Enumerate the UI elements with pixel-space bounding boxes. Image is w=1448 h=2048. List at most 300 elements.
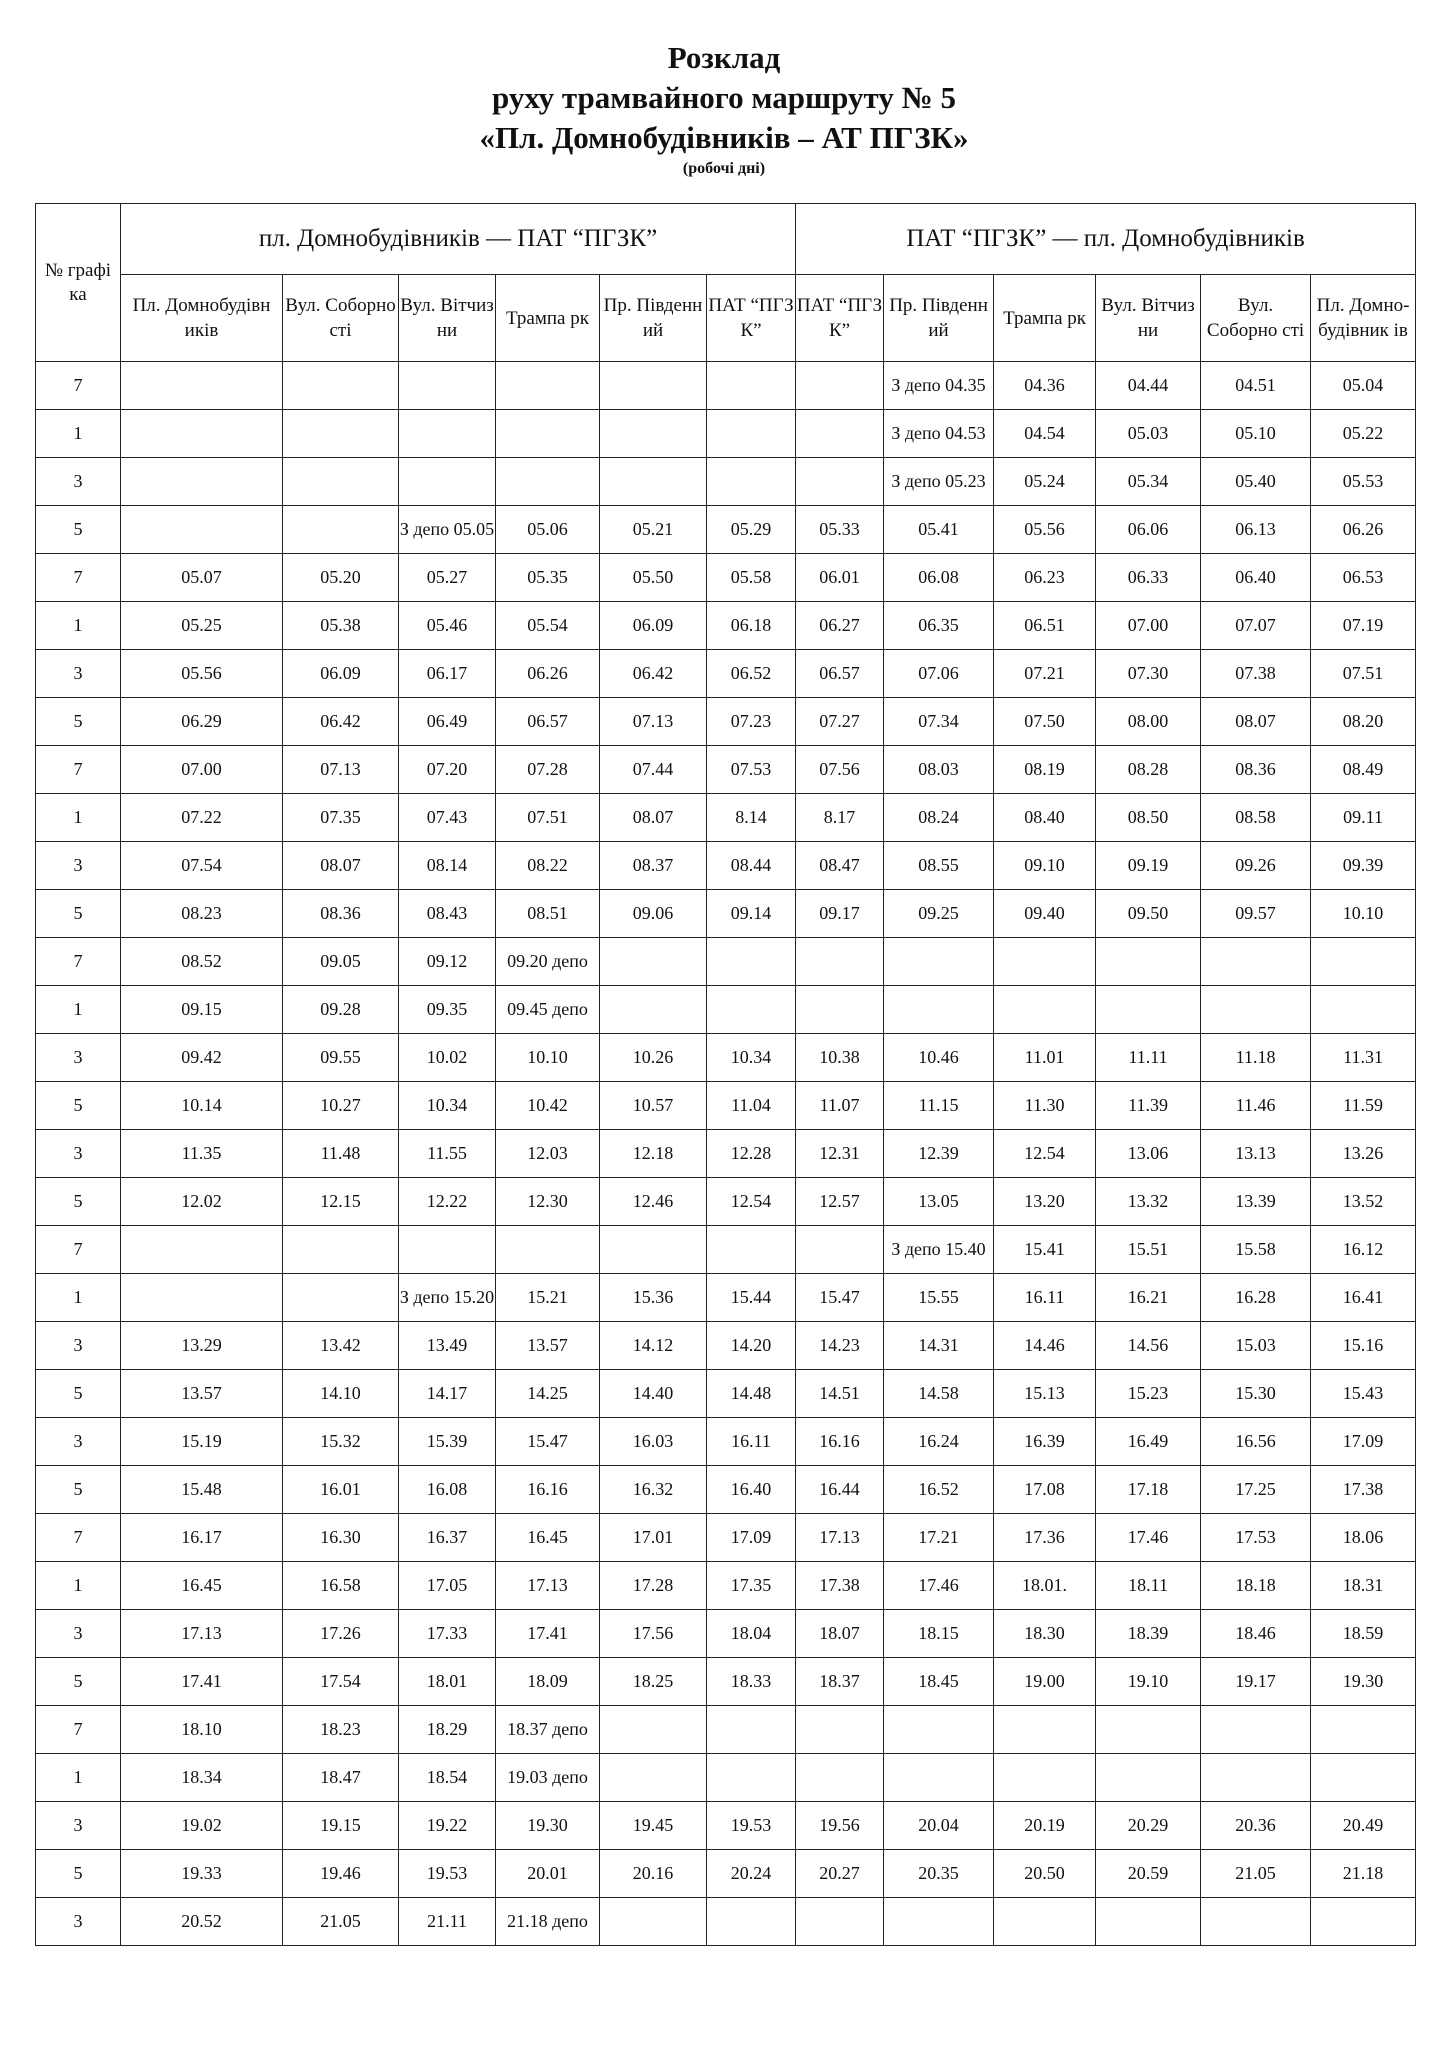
time-cell: 19.17 — [1201, 1658, 1311, 1706]
page-subtitle: руху трамвайного маршруту № 5 — [491, 80, 956, 115]
time-cell: 18.54 — [399, 1754, 496, 1802]
time-cell: 07.28 — [496, 746, 600, 794]
time-cell: 13.26 — [1311, 1130, 1416, 1178]
time-cell: 05.33 — [796, 506, 884, 554]
time-cell — [600, 458, 707, 506]
time-cell: 20.16 — [600, 1850, 707, 1898]
time-cell: 12.03 — [496, 1130, 600, 1178]
table-row — [36, 458, 1416, 506]
time-cell: 14.23 — [796, 1322, 884, 1370]
stop-header: Пр. Південн ий — [884, 275, 994, 362]
time-cell: 15.32 — [283, 1418, 399, 1466]
table-row — [36, 506, 1416, 554]
time-cell: 10.46 — [884, 1034, 994, 1082]
time-cell: 11.07 — [796, 1082, 884, 1130]
table-row — [36, 1706, 1416, 1754]
time-cell: 16.52 — [884, 1466, 994, 1514]
time-cell: 18.33 — [707, 1658, 796, 1706]
time-cell: 05.56 — [994, 506, 1096, 554]
time-cell: 06.06 — [1096, 506, 1201, 554]
table-row — [36, 1610, 1416, 1658]
time-cell: 06.13 — [1201, 506, 1311, 554]
time-cell: 10.57 — [600, 1082, 707, 1130]
time-cell: 06.57 — [796, 650, 884, 698]
time-cell: 09.12 — [399, 938, 496, 986]
schedule-number-cell: 7 — [36, 1706, 121, 1754]
table-row — [36, 1754, 1416, 1802]
time-cell: 16.30 — [283, 1514, 399, 1562]
time-cell: 09.42 — [121, 1034, 283, 1082]
time-cell: 20.49 — [1311, 1802, 1416, 1850]
table-row — [36, 794, 1416, 842]
table-row — [36, 362, 1416, 410]
time-cell: 17.13 — [496, 1562, 600, 1610]
time-cell: 12.02 — [121, 1178, 283, 1226]
time-cell: 17.13 — [796, 1514, 884, 1562]
time-cell — [796, 1706, 884, 1754]
time-cell: 07.44 — [600, 746, 707, 794]
schedule-number-cell: 3 — [36, 1898, 121, 1946]
time-cell: 07.00 — [1096, 602, 1201, 650]
table-row — [36, 1562, 1416, 1610]
time-cell: 11.55 — [399, 1130, 496, 1178]
time-cell: 05.53 — [1311, 458, 1416, 506]
time-cell: 18.47 — [283, 1754, 399, 1802]
time-cell: 18.10 — [121, 1706, 283, 1754]
schedule-number-cell: 7 — [36, 938, 121, 986]
time-cell: 14.58 — [884, 1370, 994, 1418]
time-cell: 14.12 — [600, 1322, 707, 1370]
time-cell: 08.40 — [994, 794, 1096, 842]
schedule-number-cell: 1 — [36, 794, 121, 842]
time-cell — [283, 1274, 399, 1322]
time-cell: 16.32 — [600, 1466, 707, 1514]
time-cell: З депо 05.05 — [399, 506, 496, 554]
time-cell: 16.03 — [600, 1418, 707, 1466]
time-cell — [796, 1754, 884, 1802]
time-cell: 19.10 — [1096, 1658, 1201, 1706]
time-cell: 13.06 — [1096, 1130, 1201, 1178]
time-cell: 07.30 — [1096, 650, 1201, 698]
time-cell: 06.42 — [283, 698, 399, 746]
time-cell: 09.15 — [121, 986, 283, 1034]
stop-header: ПАТ “ПГЗ К” — [796, 275, 884, 362]
time-cell: 05.06 — [496, 506, 600, 554]
time-cell: 06.49 — [399, 698, 496, 746]
time-cell: 05.07 — [121, 554, 283, 602]
direction-outbound-header: пл. Домнобудівників — ПАТ “ПГЗК” — [121, 204, 796, 275]
time-cell: 09.55 — [283, 1034, 399, 1082]
schedule-number-cell: 5 — [36, 1082, 121, 1130]
schedule-number-cell: 3 — [36, 1802, 121, 1850]
schedule-number-cell: 1 — [36, 1562, 121, 1610]
time-cell: 07.38 — [1201, 650, 1311, 698]
time-cell: 04.36 — [994, 362, 1096, 410]
time-cell: 16.24 — [884, 1418, 994, 1466]
time-cell: 15.16 — [1311, 1322, 1416, 1370]
time-cell: 08.36 — [283, 890, 399, 938]
time-cell: 14.51 — [796, 1370, 884, 1418]
time-cell: 18.23 — [283, 1706, 399, 1754]
time-cell — [796, 458, 884, 506]
time-cell: 17.21 — [884, 1514, 994, 1562]
time-cell: 12.22 — [399, 1178, 496, 1226]
time-cell: 15.19 — [121, 1418, 283, 1466]
time-cell: 18.37 — [796, 1658, 884, 1706]
time-cell: 10.14 — [121, 1082, 283, 1130]
time-cell: 09.35 — [399, 986, 496, 1034]
time-cell: 09.14 — [707, 890, 796, 938]
time-cell: 14.25 — [496, 1370, 600, 1418]
schedule-number-cell: 1 — [36, 1274, 121, 1322]
schedule-number-cell: 5 — [36, 1658, 121, 1706]
time-cell: 14.17 — [399, 1370, 496, 1418]
time-cell: 08.44 — [707, 842, 796, 890]
time-cell — [994, 1754, 1096, 1802]
time-cell — [884, 1898, 994, 1946]
stop-header: ПАТ “ПГЗ К” — [707, 275, 796, 362]
schedule-number-cell: 7 — [36, 362, 121, 410]
time-cell: 19.45 — [600, 1802, 707, 1850]
schedule-number-cell: 3 — [36, 650, 121, 698]
time-cell: 19.53 — [707, 1802, 796, 1850]
time-cell: 11.15 — [884, 1082, 994, 1130]
table-row — [36, 602, 1416, 650]
time-cell: 18.45 — [884, 1658, 994, 1706]
time-cell: 05.41 — [884, 506, 994, 554]
time-cell: 05.35 — [496, 554, 600, 602]
stop-header: Трампа рк — [496, 275, 600, 362]
time-cell: 15.30 — [1201, 1370, 1311, 1418]
time-cell: 17.41 — [496, 1610, 600, 1658]
time-cell: 20.29 — [1096, 1802, 1201, 1850]
time-cell: 18.11 — [1096, 1562, 1201, 1610]
time-cell: 06.01 — [796, 554, 884, 602]
time-cell: 15.41 — [994, 1226, 1096, 1274]
time-cell: 08.07 — [600, 794, 707, 842]
time-cell: 08.36 — [1201, 746, 1311, 794]
time-cell: 16.39 — [994, 1418, 1096, 1466]
table-row — [36, 1178, 1416, 1226]
stop-header: Вул. Вітчиз ни — [399, 275, 496, 362]
time-cell: 13.05 — [884, 1178, 994, 1226]
time-cell — [600, 410, 707, 458]
time-cell: 15.47 — [796, 1274, 884, 1322]
time-cell: 10.34 — [399, 1082, 496, 1130]
table-row — [36, 746, 1416, 794]
time-cell: 18.34 — [121, 1754, 283, 1802]
time-cell — [283, 506, 399, 554]
time-cell: 11.46 — [1201, 1082, 1311, 1130]
table-row — [36, 410, 1416, 458]
table-row — [36, 938, 1416, 986]
time-cell: 10.38 — [796, 1034, 884, 1082]
time-cell — [283, 410, 399, 458]
time-cell: 08.20 — [1311, 698, 1416, 746]
time-cell: 19.22 — [399, 1802, 496, 1850]
time-cell: 06.27 — [796, 602, 884, 650]
time-cell: 18.37 депо — [496, 1706, 600, 1754]
table-row — [36, 1130, 1416, 1178]
time-cell: 13.13 — [1201, 1130, 1311, 1178]
time-cell: 05.54 — [496, 602, 600, 650]
time-cell: 11.30 — [994, 1082, 1096, 1130]
time-cell: 18.39 — [1096, 1610, 1201, 1658]
time-cell — [707, 1898, 796, 1946]
table-row — [36, 1418, 1416, 1466]
time-cell: 06.26 — [496, 650, 600, 698]
time-cell: 08.07 — [283, 842, 399, 890]
time-cell — [884, 1754, 994, 1802]
time-cell — [1311, 1898, 1416, 1946]
time-cell: 12.39 — [884, 1130, 994, 1178]
schedule-number-cell: 5 — [36, 1370, 121, 1418]
time-cell: 12.15 — [283, 1178, 399, 1226]
time-cell — [1201, 938, 1311, 986]
time-cell: 17.13 — [121, 1610, 283, 1658]
time-cell: 05.21 — [600, 506, 707, 554]
time-cell: 12.46 — [600, 1178, 707, 1226]
stop-header: Трампа рк — [994, 275, 1096, 362]
time-cell: 05.58 — [707, 554, 796, 602]
time-cell: 05.38 — [283, 602, 399, 650]
time-cell — [1096, 1754, 1201, 1802]
time-cell: 06.23 — [994, 554, 1096, 602]
time-cell: 14.10 — [283, 1370, 399, 1418]
schedule-number-cell: 7 — [36, 1514, 121, 1562]
time-cell: 09.26 — [1201, 842, 1311, 890]
table-row — [36, 1898, 1416, 1946]
time-cell: 17.46 — [884, 1562, 994, 1610]
table-row — [36, 1658, 1416, 1706]
time-cell: 19.30 — [496, 1802, 600, 1850]
time-cell: 15.55 — [884, 1274, 994, 1322]
time-cell: 05.25 — [121, 602, 283, 650]
stop-header: Пр. Південн ий — [600, 275, 707, 362]
time-cell: 05.04 — [1311, 362, 1416, 410]
time-cell: 12.54 — [707, 1178, 796, 1226]
time-cell — [496, 458, 600, 506]
time-cell — [1311, 938, 1416, 986]
time-cell: 18.04 — [707, 1610, 796, 1658]
time-cell: 14.20 — [707, 1322, 796, 1370]
schedule-number-cell: 5 — [36, 698, 121, 746]
time-cell: 11.01 — [994, 1034, 1096, 1082]
time-cell: 07.20 — [399, 746, 496, 794]
time-cell: 09.19 — [1096, 842, 1201, 890]
time-cell — [600, 938, 707, 986]
time-cell — [1201, 986, 1311, 1034]
time-cell: 05.22 — [1311, 410, 1416, 458]
stop-header: Пл. Домно- будівник ів — [1311, 275, 1416, 362]
time-cell: 15.47 — [496, 1418, 600, 1466]
time-cell: 06.35 — [884, 602, 994, 650]
schedule-number-cell: 3 — [36, 842, 121, 890]
time-cell — [1311, 1754, 1416, 1802]
time-cell: 07.53 — [707, 746, 796, 794]
table-row — [36, 1226, 1416, 1274]
time-cell — [707, 410, 796, 458]
time-cell: 20.52 — [121, 1898, 283, 1946]
time-cell: 12.30 — [496, 1178, 600, 1226]
time-cell: 16.58 — [283, 1562, 399, 1610]
time-cell: 08.37 — [600, 842, 707, 890]
time-cell: 18.31 — [1311, 1562, 1416, 1610]
time-cell: 08.28 — [1096, 746, 1201, 794]
time-cell: 18.46 — [1201, 1610, 1311, 1658]
time-cell: 08.00 — [1096, 698, 1201, 746]
time-cell: 05.20 — [283, 554, 399, 602]
time-cell: 05.40 — [1201, 458, 1311, 506]
time-cell: 07.54 — [121, 842, 283, 890]
time-cell — [496, 1226, 600, 1274]
time-cell: 09.25 — [884, 890, 994, 938]
time-cell: 17.38 — [796, 1562, 884, 1610]
time-cell: 17.35 — [707, 1562, 796, 1610]
time-cell: 19.02 — [121, 1802, 283, 1850]
time-cell: 10.34 — [707, 1034, 796, 1082]
schedule-number-cell: 5 — [36, 1850, 121, 1898]
time-cell: 13.20 — [994, 1178, 1096, 1226]
time-cell: 18.06 — [1311, 1514, 1416, 1562]
time-cell: 08.47 — [796, 842, 884, 890]
schedule-number-header: № графі ка — [36, 204, 121, 362]
time-cell — [121, 506, 283, 554]
time-cell: 06.26 — [1311, 506, 1416, 554]
time-cell: 13.32 — [1096, 1178, 1201, 1226]
schedule-number-cell: 5 — [36, 1466, 121, 1514]
time-cell: 05.24 — [994, 458, 1096, 506]
time-cell — [600, 986, 707, 1034]
time-cell: 06.33 — [1096, 554, 1201, 602]
time-cell: 11.31 — [1311, 1034, 1416, 1082]
stop-header: Вул. Вітчиз ни — [1096, 275, 1201, 362]
schedule-number-cell: 1 — [36, 602, 121, 650]
time-cell: 15.43 — [1311, 1370, 1416, 1418]
time-cell: 17.41 — [121, 1658, 283, 1706]
time-cell: 09.10 — [994, 842, 1096, 890]
time-cell: 16.08 — [399, 1466, 496, 1514]
time-cell: 13.42 — [283, 1322, 399, 1370]
time-cell: 18.15 — [884, 1610, 994, 1658]
time-cell: 07.07 — [1201, 602, 1311, 650]
time-cell — [994, 986, 1096, 1034]
time-cell — [283, 362, 399, 410]
time-cell: 05.56 — [121, 650, 283, 698]
schedule-number-cell: 1 — [36, 410, 121, 458]
time-cell: 11.48 — [283, 1130, 399, 1178]
time-cell: 14.48 — [707, 1370, 796, 1418]
time-cell: 07.34 — [884, 698, 994, 746]
time-cell: 05.50 — [600, 554, 707, 602]
time-cell: 21.05 — [283, 1898, 399, 1946]
time-cell: 17.53 — [1201, 1514, 1311, 1562]
time-cell: 06.09 — [600, 602, 707, 650]
schedule-number-cell: 3 — [36, 1610, 121, 1658]
time-cell: 12.57 — [796, 1178, 884, 1226]
time-cell: 04.44 — [1096, 362, 1201, 410]
time-cell — [1096, 1706, 1201, 1754]
time-cell: 07.13 — [283, 746, 399, 794]
direction-inbound-header: ПАТ “ПГЗК” — пл. Домнобудівників — [796, 204, 1416, 275]
stop-header: Вул. Соборно сті — [283, 275, 399, 362]
time-cell: 07.50 — [994, 698, 1096, 746]
time-cell: 06.40 — [1201, 554, 1311, 602]
stop-header: Пл. Домнобудівн иків — [121, 275, 283, 362]
time-cell: 07.51 — [1311, 650, 1416, 698]
time-cell: 18.07 — [796, 1610, 884, 1658]
time-cell — [1201, 1706, 1311, 1754]
time-cell: 18.01. — [994, 1562, 1096, 1610]
time-cell — [1096, 986, 1201, 1034]
time-cell: 16.28 — [1201, 1274, 1311, 1322]
time-cell: 15.36 — [600, 1274, 707, 1322]
table-row — [36, 890, 1416, 938]
time-cell — [796, 986, 884, 1034]
time-cell: 13.57 — [496, 1322, 600, 1370]
time-cell: 07.51 — [496, 794, 600, 842]
time-cell: 19.15 — [283, 1802, 399, 1850]
time-cell — [796, 1898, 884, 1946]
time-cell: 10.42 — [496, 1082, 600, 1130]
time-cell: 17.56 — [600, 1610, 707, 1658]
time-cell: 16.16 — [496, 1466, 600, 1514]
time-cell — [121, 458, 283, 506]
time-cell: 21.11 — [399, 1898, 496, 1946]
time-cell: 06.42 — [600, 650, 707, 698]
time-cell: 19.00 — [994, 1658, 1096, 1706]
time-cell: 09.57 — [1201, 890, 1311, 938]
time-cell: 07.56 — [796, 746, 884, 794]
time-cell: 16.11 — [707, 1418, 796, 1466]
time-cell: 06.18 — [707, 602, 796, 650]
time-cell — [399, 362, 496, 410]
time-cell: 07.35 — [283, 794, 399, 842]
table-row — [36, 650, 1416, 698]
time-cell: 19.46 — [283, 1850, 399, 1898]
time-cell: 12.31 — [796, 1130, 884, 1178]
time-cell: 05.46 — [399, 602, 496, 650]
time-cell: 17.25 — [1201, 1466, 1311, 1514]
time-cell: 20.50 — [994, 1850, 1096, 1898]
time-cell: 09.17 — [796, 890, 884, 938]
time-cell — [796, 1226, 884, 1274]
time-cell: 20.01 — [496, 1850, 600, 1898]
schedule-number-cell: 5 — [36, 506, 121, 554]
table-row — [36, 1514, 1416, 1562]
time-cell: 08.24 — [884, 794, 994, 842]
time-cell: 18.30 — [994, 1610, 1096, 1658]
time-cell: 16.11 — [994, 1274, 1096, 1322]
schedule-number-cell: 1 — [36, 986, 121, 1034]
time-cell: 08.22 — [496, 842, 600, 890]
time-cell: З депо 15.40 — [884, 1226, 994, 1274]
time-cell — [121, 1226, 283, 1274]
time-cell: 11.35 — [121, 1130, 283, 1178]
time-cell: 19.53 — [399, 1850, 496, 1898]
time-cell: 09.40 — [994, 890, 1096, 938]
time-cell: 20.19 — [994, 1802, 1096, 1850]
time-cell: 14.56 — [1096, 1322, 1201, 1370]
schedule-number-cell: 3 — [36, 1322, 121, 1370]
schedule-number-cell: 5 — [36, 890, 121, 938]
table-row — [36, 1850, 1416, 1898]
time-cell: 07.21 — [994, 650, 1096, 698]
title-block — [0, 38, 1448, 180]
time-cell: 06.52 — [707, 650, 796, 698]
time-cell: 05.10 — [1201, 410, 1311, 458]
time-cell: 16.21 — [1096, 1274, 1201, 1322]
